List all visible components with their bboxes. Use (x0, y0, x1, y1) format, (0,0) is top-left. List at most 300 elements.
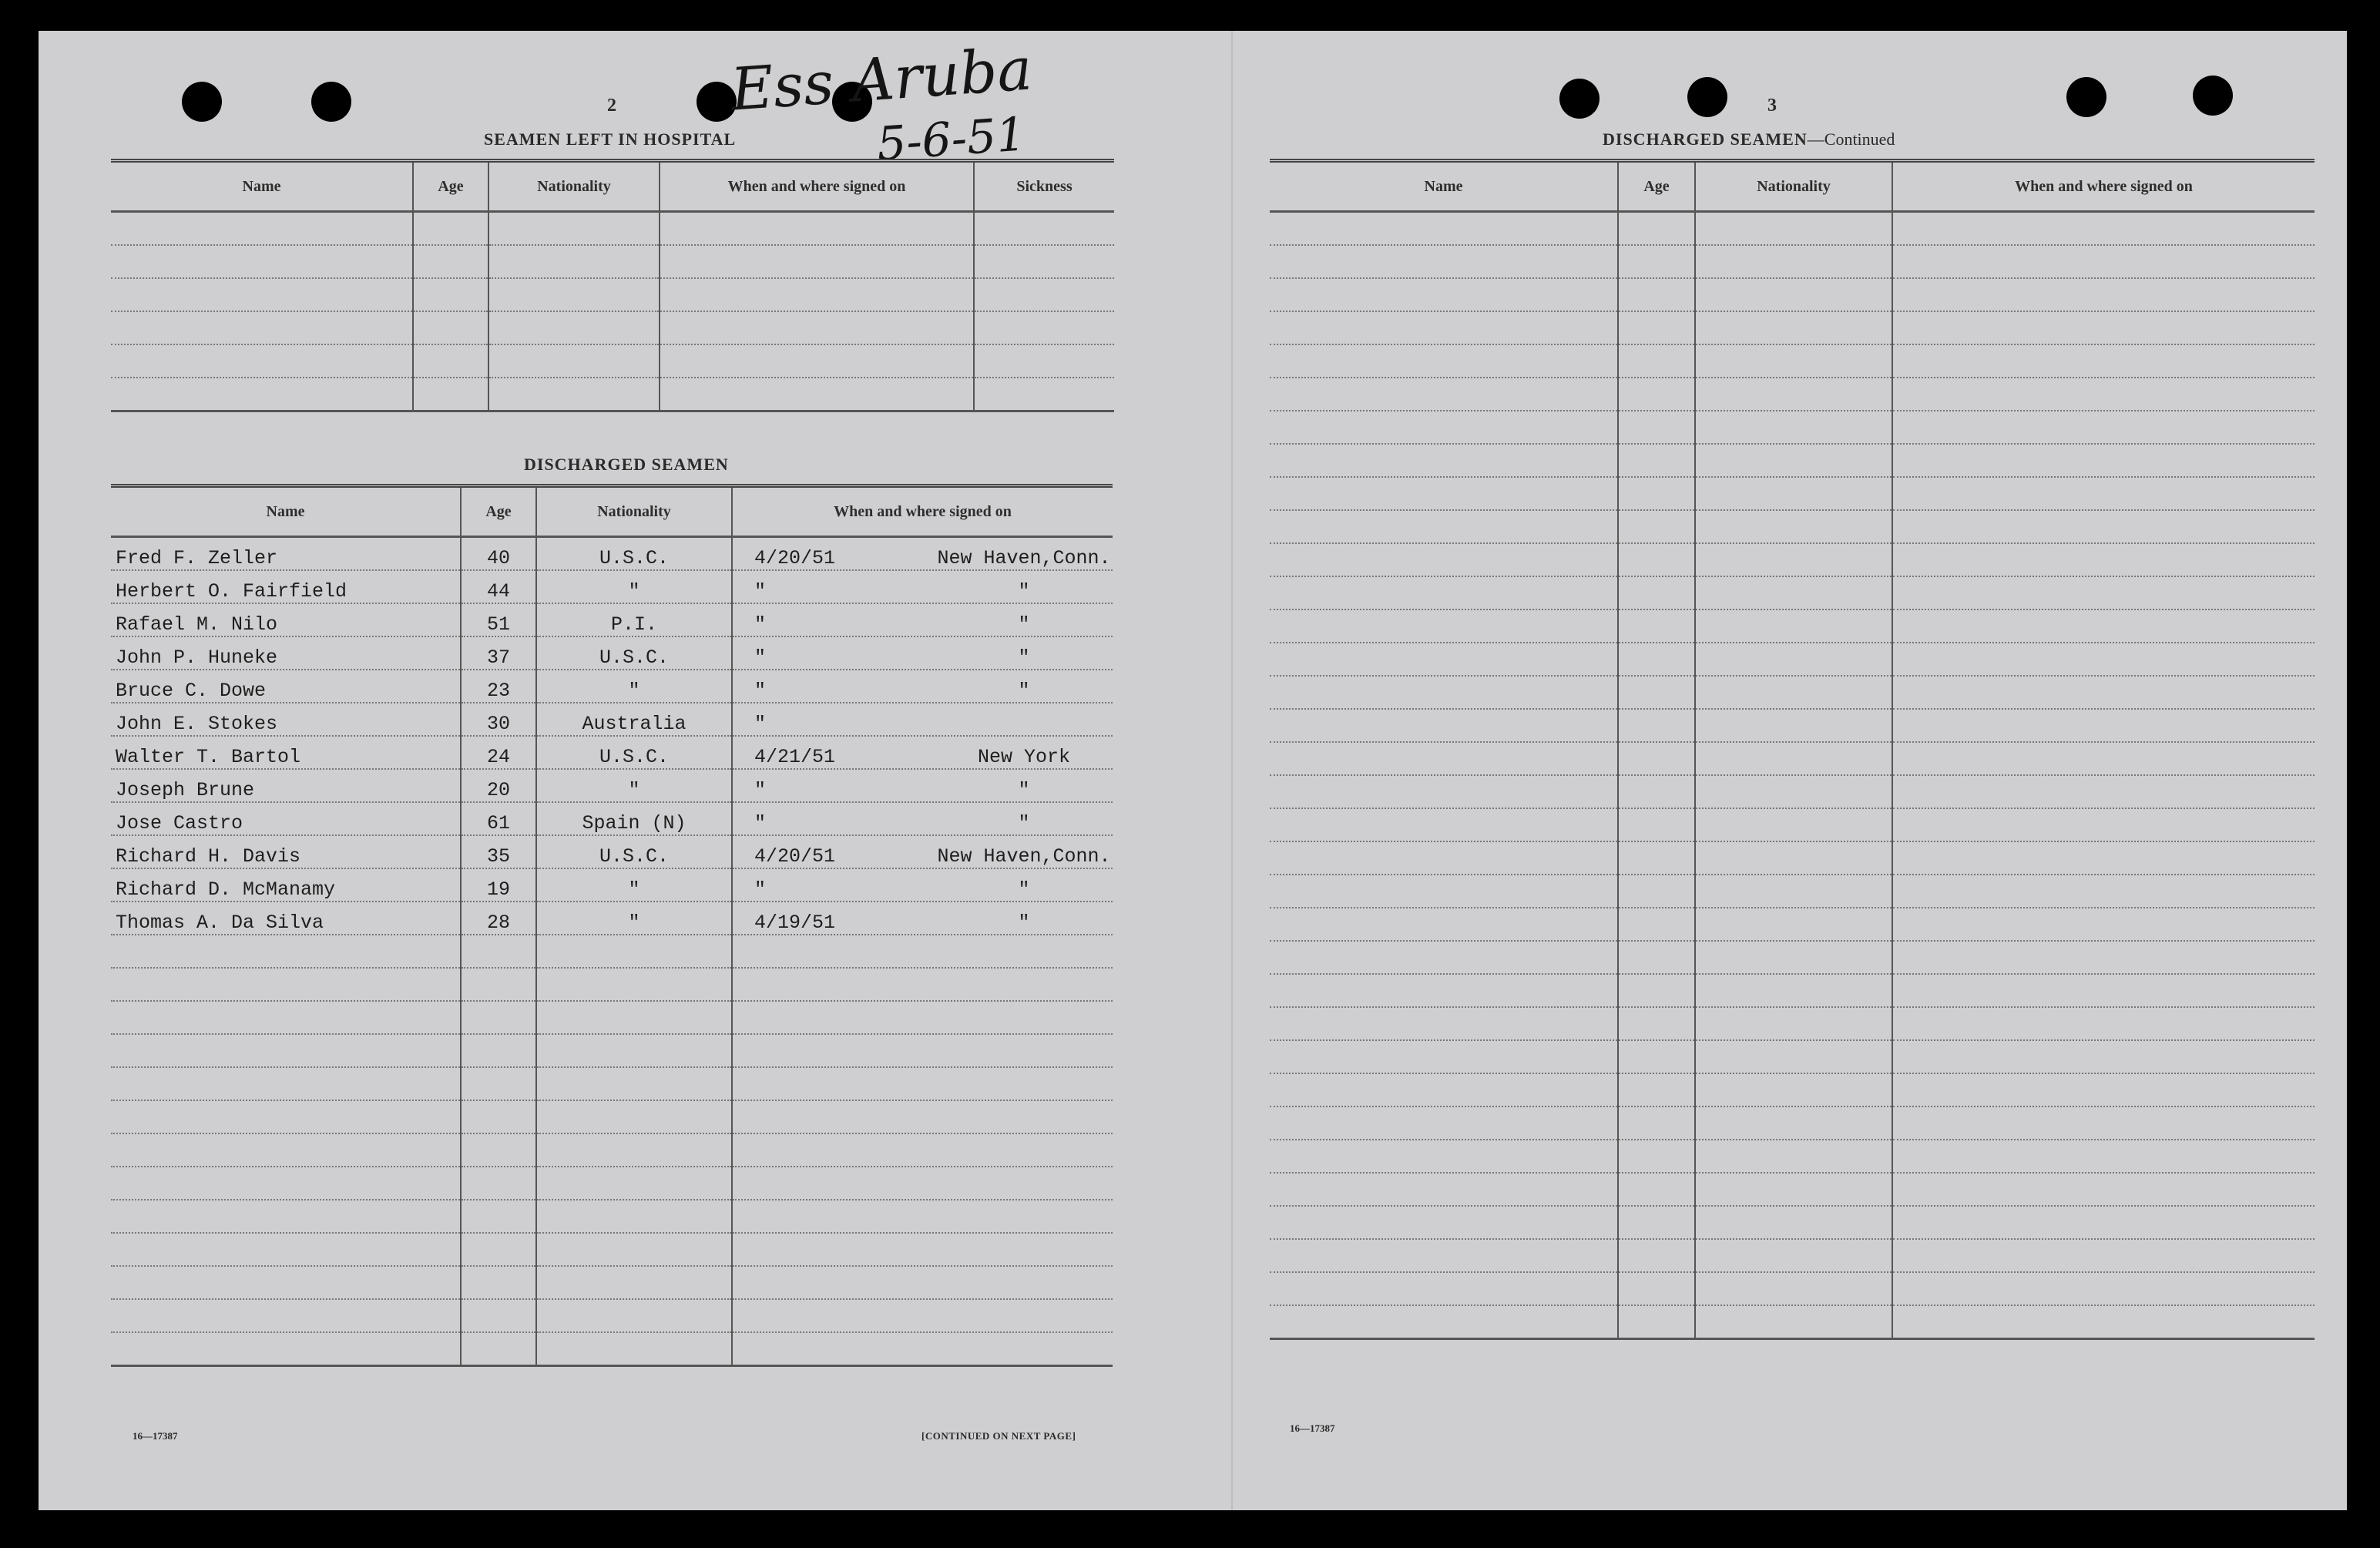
seaman-row (111, 636, 1113, 670)
blank-cell (1892, 841, 2315, 875)
continued-title-main: DISCHARGED SEAMEN (1603, 129, 1808, 149)
blank-cell (1892, 1173, 2315, 1206)
punch-hole (311, 82, 351, 122)
seaman-name: Richard H. Davis (111, 835, 461, 868)
hospital-blank-row (111, 344, 1114, 378)
seaman-age: 19 (461, 868, 536, 902)
seaman-row (111, 902, 1113, 935)
blank-cell (1270, 212, 1618, 246)
blank-cell (1618, 510, 1695, 543)
signed-on-place: " (1018, 580, 1030, 603)
blank-cell (1270, 245, 1618, 278)
column-header: Name (111, 486, 461, 537)
blank-cell (1270, 1106, 1618, 1140)
blank-cell (1695, 278, 1892, 311)
blank-cell (461, 1133, 536, 1167)
column-header: Nationality (1695, 161, 1892, 212)
blank-cell (732, 1034, 1113, 1067)
blank-cell (461, 1299, 536, 1332)
hospital-blank-row (111, 245, 1114, 278)
blank-cell (1618, 477, 1695, 510)
continued-blank-row (1270, 278, 2315, 311)
blank-cell (1892, 1040, 2315, 1073)
seaman-age: 23 (461, 670, 536, 703)
blank-cell (1618, 411, 1695, 444)
page-fold (1231, 31, 1233, 1510)
blank-cell (413, 311, 488, 344)
signed-on-date: " (754, 779, 767, 801)
seaman-row (111, 703, 1113, 736)
continued-blank-row (1270, 1040, 2315, 1073)
blank-cell (974, 378, 1114, 411)
blank-cell (732, 1332, 1113, 1366)
blank-cell (536, 1332, 732, 1366)
blank-cell (1695, 709, 1892, 742)
seaman-age: 61 (461, 802, 536, 835)
blank-cell (660, 378, 974, 411)
blank-cell (1270, 311, 1618, 344)
blank-cell (1618, 543, 1695, 576)
hospital-blank-row (111, 378, 1114, 411)
blank-cell (461, 935, 536, 968)
blank-cell (111, 278, 413, 311)
signed-on-place: " (1018, 812, 1030, 834)
seaman-signed-on (732, 902, 1113, 935)
blank-cell (536, 1167, 732, 1200)
blank-cell (1892, 278, 2315, 311)
blank-cell (1270, 1239, 1618, 1272)
continued-blank-row (1270, 1272, 2315, 1305)
blank-cell (536, 1200, 732, 1233)
blank-cell (1892, 543, 2315, 576)
blank-cell (732, 935, 1113, 968)
blank-cell (1695, 245, 1892, 278)
discharged-blank-row (111, 1067, 1113, 1100)
seaman-age: 30 (461, 703, 536, 736)
blank-cell (536, 968, 732, 1001)
seaman-nationality: " (536, 769, 732, 802)
blank-cell (1270, 908, 1618, 941)
blank-cell (1695, 875, 1892, 908)
seaman-name: Thomas A. Da Silva (111, 902, 461, 935)
seaman-nationality: P.I. (536, 603, 732, 636)
signed-on-date: " (754, 613, 767, 636)
blank-cell (461, 1266, 536, 1299)
blank-cell (1892, 974, 2315, 1007)
blank-cell (111, 1001, 461, 1034)
blank-cell (1270, 1073, 1618, 1106)
signed-on-place: " (1018, 779, 1030, 801)
blank-cell (111, 1133, 461, 1167)
blank-cell (1695, 609, 1892, 643)
blank-cell (1892, 1272, 2315, 1305)
blank-cell (111, 212, 413, 246)
continued-blank-row (1270, 1305, 2315, 1339)
seaman-row (111, 835, 1113, 868)
seaman-nationality: " (536, 902, 732, 935)
column-header: When and where signed on (660, 161, 974, 212)
blank-cell (1270, 1040, 1618, 1073)
blank-cell (1695, 808, 1892, 841)
blank-cell (1695, 477, 1892, 510)
signed-on-place: New York (977, 746, 1071, 768)
continued-blank-row (1270, 543, 2315, 576)
blank-cell (1270, 278, 1618, 311)
seaman-signed-on (732, 703, 1113, 736)
seaman-row (111, 670, 1113, 703)
blank-cell (1270, 411, 1618, 444)
blank-cell (413, 278, 488, 311)
blank-cell (1270, 378, 1618, 411)
signed-on-place: " (1018, 646, 1030, 669)
column-header: Age (413, 161, 488, 212)
blank-cell (111, 1034, 461, 1067)
blank-cell (660, 278, 974, 311)
punch-hole (1687, 77, 1727, 117)
signed-on-place: New Haven,Conn. (937, 547, 1111, 569)
continued-blank-row (1270, 1239, 2315, 1272)
blank-cell (1695, 908, 1892, 941)
blank-cell (1892, 477, 2315, 510)
blank-cell (461, 1100, 536, 1133)
blank-cell (1892, 311, 2315, 344)
seaman-signed-on (732, 868, 1113, 902)
blank-cell (111, 311, 413, 344)
continued-blank-row (1270, 742, 2315, 775)
blank-cell (1892, 609, 2315, 643)
seaman-nationality: Spain (N) (536, 802, 732, 835)
discharged-header-row (111, 486, 1113, 537)
blank-cell (536, 1001, 732, 1034)
signed-on-place: " (1018, 613, 1030, 636)
blank-cell (1695, 742, 1892, 775)
seaman-nationality: Australia (536, 703, 732, 736)
blank-cell (111, 1067, 461, 1100)
discharged-table (111, 484, 1113, 1367)
blank-cell (111, 1100, 461, 1133)
seaman-signed-on (732, 769, 1113, 802)
signed-on-date: 4/19/51 (754, 912, 836, 934)
blank-cell (1270, 1007, 1618, 1040)
blank-cell (1270, 543, 1618, 576)
continued-blank-row (1270, 1007, 2315, 1040)
blank-cell (1618, 875, 1695, 908)
seaman-row (111, 802, 1113, 835)
blank-cell (1618, 212, 1695, 246)
hospital-blank-row (111, 212, 1114, 246)
blank-cell (1695, 1106, 1892, 1140)
blank-cell (1270, 576, 1618, 609)
blank-cell (1695, 344, 1892, 378)
seaman-age: 20 (461, 769, 536, 802)
blank-cell (732, 1266, 1113, 1299)
blank-cell (461, 968, 536, 1001)
blank-cell (1695, 841, 1892, 875)
blank-cell (1618, 1007, 1695, 1040)
blank-cell (1270, 1173, 1618, 1206)
blank-cell (111, 344, 413, 378)
blank-cell (1618, 676, 1695, 709)
seaman-name: John P. Huneke (111, 636, 461, 670)
blank-cell (1892, 1140, 2315, 1173)
continued-header-row (1270, 161, 2315, 212)
blank-cell (732, 1001, 1113, 1034)
blank-cell (1695, 1040, 1892, 1073)
continued-blank-row (1270, 808, 2315, 841)
blank-cell (1892, 245, 2315, 278)
blank-cell (1695, 1305, 1892, 1339)
continued-blank-row (1270, 411, 2315, 444)
seaman-row (111, 769, 1113, 802)
signed-on-date: 4/20/51 (754, 845, 836, 868)
blank-cell (1618, 311, 1695, 344)
seaman-nationality: " (536, 868, 732, 902)
blank-cell (461, 1233, 536, 1266)
seaman-row (111, 603, 1113, 636)
blank-cell (1695, 543, 1892, 576)
seaman-row (111, 537, 1113, 571)
blank-cell (1270, 775, 1618, 808)
blank-cell (974, 278, 1114, 311)
blank-cell (1892, 510, 2315, 543)
continued-blank-row (1270, 444, 2315, 477)
blank-cell (1270, 1272, 1618, 1305)
blank-cell (1892, 411, 2315, 444)
blank-cell (1618, 775, 1695, 808)
blank-cell (1618, 908, 1695, 941)
continued-blank-row (1270, 212, 2315, 246)
seaman-age: 24 (461, 736, 536, 769)
blank-cell (1618, 609, 1695, 643)
blank-cell (1618, 742, 1695, 775)
blank-cell (660, 212, 974, 246)
blank-cell (536, 935, 732, 968)
discharged-blank-row (111, 1167, 1113, 1200)
blank-cell (1618, 1206, 1695, 1239)
continued-blank-row (1270, 510, 2315, 543)
blank-cell (1618, 643, 1695, 676)
blank-cell (1892, 1106, 2315, 1140)
blank-cell (1270, 444, 1618, 477)
blank-cell (732, 1233, 1113, 1266)
discharged-blank-row (111, 1332, 1113, 1366)
seaman-age: 35 (461, 835, 536, 868)
blank-cell (1270, 510, 1618, 543)
signed-on-place: New Haven,Conn. (937, 845, 1111, 868)
seaman-row (111, 868, 1113, 902)
blank-cell (1695, 1173, 1892, 1206)
seaman-age: 40 (461, 537, 536, 571)
blank-cell (488, 212, 660, 246)
blank-cell (1892, 212, 2315, 246)
blank-cell (1270, 676, 1618, 709)
blank-cell (1618, 278, 1695, 311)
continued-blank-row (1270, 1073, 2315, 1106)
continued-blank-row (1270, 974, 2315, 1007)
blank-cell (111, 1266, 461, 1299)
blank-cell (1270, 643, 1618, 676)
blank-cell (1618, 808, 1695, 841)
column-header: Name (1270, 161, 1618, 212)
blank-cell (1695, 510, 1892, 543)
blank-cell (1618, 1173, 1695, 1206)
form-code-right: 16—17387 (1290, 1422, 1335, 1434)
blank-cell (1270, 477, 1618, 510)
blank-cell (1695, 676, 1892, 709)
blank-cell (660, 245, 974, 278)
discharged-blank-row (111, 968, 1113, 1001)
blank-cell (413, 344, 488, 378)
seaman-signed-on (732, 670, 1113, 703)
blank-cell (1892, 875, 2315, 908)
discharged-blank-row (111, 1266, 1113, 1299)
hospital-blank-row (111, 278, 1114, 311)
hospital-blank-row (111, 311, 1114, 344)
blank-cell (111, 1332, 461, 1366)
hospital-header-row (111, 161, 1114, 212)
blank-cell (1695, 1206, 1892, 1239)
blank-cell (1270, 609, 1618, 643)
column-header: Age (461, 486, 536, 537)
blank-cell (1270, 1140, 1618, 1173)
seaman-signed-on (732, 802, 1113, 835)
blank-cell (1892, 1073, 2315, 1106)
blank-cell (732, 1133, 1113, 1167)
blank-cell (1695, 643, 1892, 676)
hospital-section-title: SEAMEN LEFT IN HOSPITAL (484, 129, 737, 149)
punch-hole (2193, 76, 2233, 116)
column-header: Sickness (974, 161, 1114, 212)
blank-cell (1892, 1239, 2315, 1272)
blank-cell (536, 1299, 732, 1332)
discharged-blank-row (111, 1034, 1113, 1067)
blank-cell (974, 212, 1114, 246)
continued-blank-row (1270, 609, 2315, 643)
blank-cell (1695, 941, 1892, 974)
blank-cell (1618, 1140, 1695, 1173)
blank-cell (461, 1332, 536, 1366)
seaman-age: 51 (461, 603, 536, 636)
punch-hole (182, 82, 222, 122)
blank-cell (461, 1034, 536, 1067)
continued-blank-row (1270, 1206, 2315, 1239)
blank-cell (1618, 1305, 1695, 1339)
seaman-signed-on (732, 835, 1113, 868)
blank-cell (461, 1001, 536, 1034)
continued-blank-row (1270, 378, 2315, 411)
blank-cell (660, 344, 974, 378)
continued-blank-row (1270, 643, 2315, 676)
discharged-blank-row (111, 1233, 1113, 1266)
blank-cell (1892, 378, 2315, 411)
blank-cell (536, 1100, 732, 1133)
page-number-left: 2 (607, 96, 616, 116)
blank-cell (1892, 444, 2315, 477)
blank-cell (1618, 1106, 1695, 1140)
seaman-signed-on (732, 570, 1113, 603)
blank-cell (1695, 974, 1892, 1007)
blank-cell (1618, 576, 1695, 609)
continued-note: [CONTINUED ON NEXT PAGE] (921, 1430, 1076, 1442)
blank-cell (1892, 808, 2315, 841)
blank-cell (1695, 311, 1892, 344)
continued-blank-row (1270, 875, 2315, 908)
seaman-name: Herbert O. Fairfield (111, 570, 461, 603)
blank-cell (488, 378, 660, 411)
blank-cell (1892, 344, 2315, 378)
blank-cell (1695, 212, 1892, 246)
signed-on-date: 4/20/51 (754, 547, 836, 569)
continued-blank-row (1270, 344, 2315, 378)
continued-title-suffix: —Continued (1807, 129, 1895, 149)
blank-cell (536, 1233, 732, 1266)
continued-blank-row (1270, 1106, 2315, 1140)
blank-cell (1270, 1206, 1618, 1239)
continued-blank-row (1270, 941, 2315, 974)
seaman-name: Richard D. McManamy (111, 868, 461, 902)
continued-blank-row (1270, 576, 2315, 609)
blank-cell (488, 278, 660, 311)
seaman-nationality: " (536, 670, 732, 703)
seaman-name: Bruce C. Dowe (111, 670, 461, 703)
blank-cell (1892, 709, 2315, 742)
seaman-signed-on (732, 603, 1113, 636)
blank-cell (732, 1100, 1113, 1133)
blank-cell (1892, 1007, 2315, 1040)
blank-cell (1892, 1305, 2315, 1339)
continued-blank-row (1270, 1140, 2315, 1173)
blank-cell (1695, 775, 1892, 808)
continued-blank-row (1270, 1173, 2315, 1206)
blank-cell (1695, 1073, 1892, 1106)
seaman-name: Fred F. Zeller (111, 537, 461, 571)
blank-cell (1618, 709, 1695, 742)
seaman-row (111, 736, 1113, 769)
blank-cell (111, 1233, 461, 1266)
blank-cell (1695, 576, 1892, 609)
seaman-age: 37 (461, 636, 536, 670)
punch-hole (1559, 79, 1600, 119)
signed-on-date: " (754, 680, 767, 702)
blank-cell (1270, 709, 1618, 742)
seaman-name: Joseph Brune (111, 769, 461, 802)
seaman-signed-on (732, 636, 1113, 670)
continued-blank-row (1270, 775, 2315, 808)
handwritten-ship-name: Ess Aruba (728, 34, 1035, 124)
signed-on-date: 4/21/51 (754, 746, 836, 768)
blank-cell (660, 311, 974, 344)
blank-cell (536, 1034, 732, 1067)
seaman-name: John E. Stokes (111, 703, 461, 736)
blank-cell (1618, 1239, 1695, 1272)
blank-cell (1892, 1206, 2315, 1239)
seaman-nationality: U.S.C. (536, 537, 732, 571)
blank-cell (1695, 411, 1892, 444)
column-header: Name (111, 161, 413, 212)
blank-cell (488, 245, 660, 278)
blank-cell (111, 1200, 461, 1233)
continued-blank-row (1270, 709, 2315, 742)
blank-cell (488, 344, 660, 378)
continued-blank-row (1270, 311, 2315, 344)
blank-cell (1270, 974, 1618, 1007)
discharged-blank-row (111, 1133, 1113, 1167)
signed-on-date: " (754, 713, 767, 735)
discharged-blank-row (111, 1200, 1113, 1233)
blank-cell (1695, 378, 1892, 411)
blank-cell (1618, 974, 1695, 1007)
manifest-sheet (39, 31, 2347, 1510)
